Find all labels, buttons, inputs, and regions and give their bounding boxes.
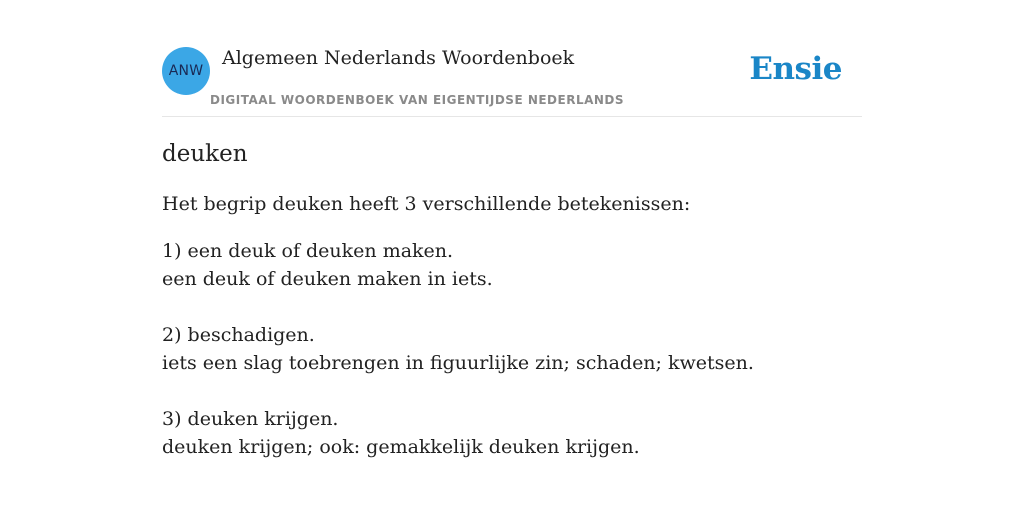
logo-text: ANW [168,63,204,79]
meaning-item [162,237,862,293]
meaning-item [162,321,862,377]
site-subtitle: DIGITAAL WOORDENBOEK VAN EIGENTIJDSE NEDERLANDS [210,93,625,107]
meaning-definition: iets een slag toebrengen in figuurlijke zin; schaden; kwetsen. [162,352,754,374]
entry-intro: Het begrip deuken heeft 3 verschillende betekenissen: [162,193,691,215]
meaning-term: 2) beschadigen. [162,324,315,346]
meaning-term: 3) deuken krijgen. [162,408,339,430]
page-header [162,0,862,117]
meaning-term: 1) een deuk of deuken maken. [162,240,454,262]
meaning-definition: deuken krijgen; ook: gemakkelijk deuken krijgen. [162,436,640,458]
entry-content [162,138,862,489]
entry-title: deuken [162,141,248,167]
meaning-item [162,405,862,461]
meaning-definition: een deuk of deuken maken in iets. [162,268,493,290]
site-title[interactable]: Algemeen Nederlands Woordenboek [222,47,575,69]
meanings-list [162,237,862,461]
ensie-brand-link[interactable]: Ensie [749,51,842,87]
anw-logo[interactable] [162,47,210,95]
